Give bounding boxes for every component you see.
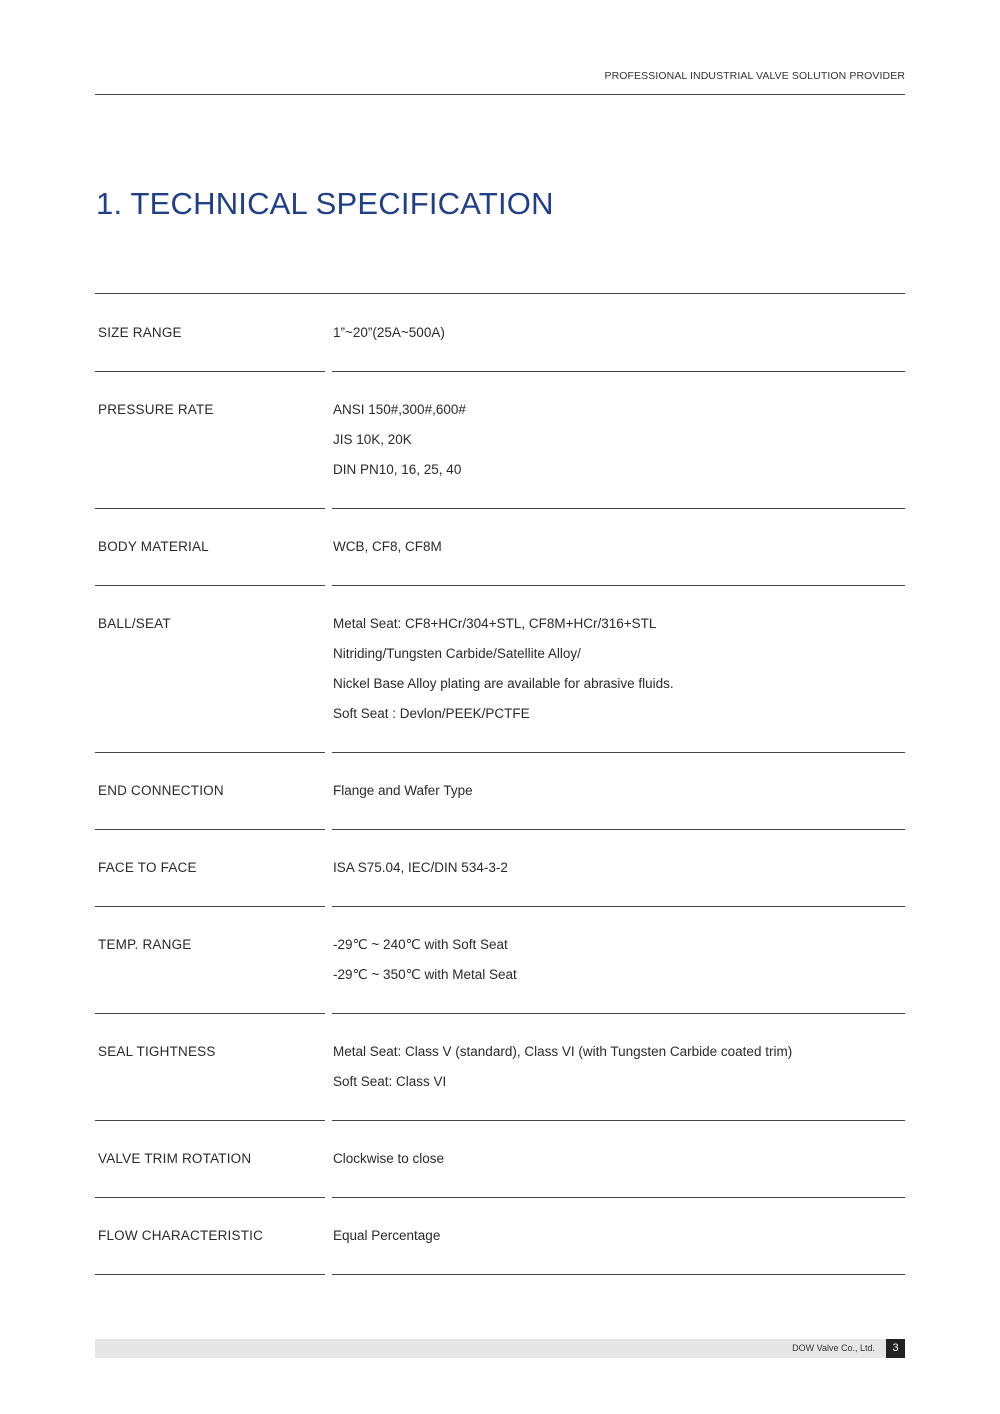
table-top-divider <box>95 293 905 294</box>
spec-values <box>333 1228 440 1258</box>
spec-row <box>95 907 905 1014</box>
spec-value-line: -29℃ ~ 240℃ with Soft Seat <box>333 937 508 952</box>
spec-value-line: Flange and Wafer Type <box>333 783 473 798</box>
spec-values <box>333 539 442 569</box>
row-divider-left <box>95 1274 325 1275</box>
spec-label: SIZE RANGE <box>98 325 182 340</box>
spec-values <box>333 1044 792 1104</box>
spec-value-line: 1”~20”(25A~500A) <box>333 325 445 340</box>
spec-label: TEMP. RANGE <box>98 937 192 952</box>
spec-value-line: JIS 10K, 20K <box>333 432 412 447</box>
spec-values <box>333 1151 444 1181</box>
spec-row <box>95 295 905 372</box>
spec-value-line: Clockwise to close <box>333 1151 445 1166</box>
footer-company: DOW Valve Co., Ltd. <box>792 1343 875 1353</box>
spec-label: END CONNECTION <box>98 783 224 798</box>
spec-value-line: Equal Percentage <box>333 1228 441 1243</box>
spec-row <box>95 586 905 753</box>
spec-values <box>333 616 674 736</box>
spec-values <box>333 402 466 492</box>
spec-value-line: Soft Seat : Devlon/PEEK/PCTFE <box>333 706 530 721</box>
spec-row <box>95 830 905 907</box>
spec-value-line: ANSI 150#,300#,600# <box>333 402 466 417</box>
spec-value-line: Soft Seat: Class VI <box>333 1074 447 1089</box>
spec-row <box>95 372 905 509</box>
spec-value-line: Nickel Base Alloy plating are available for abrasive fluids. <box>333 676 674 691</box>
spec-values <box>333 325 445 355</box>
spec-values <box>333 860 508 890</box>
spec-row <box>95 753 905 830</box>
spec-value-line: WCB, CF8, CF8M <box>333 539 442 554</box>
spec-value-line: -29℃ ~ 350℃ with Metal Seat <box>333 967 517 982</box>
spec-table <box>95 295 905 1275</box>
page-footer <box>95 1339 905 1358</box>
spec-value-line: ISA S75.04, IEC/DIN 534-3-2 <box>333 860 508 875</box>
page-number: 3 <box>886 1339 905 1358</box>
header-divider <box>95 94 905 95</box>
spec-label: PRESSURE RATE <box>98 402 214 417</box>
spec-row <box>95 509 905 586</box>
spec-label: BALL/SEAT <box>98 616 171 631</box>
page-title: 1. TECHNICAL SPECIFICATION <box>96 186 554 221</box>
spec-label: FLOW CHARACTERISTIC <box>98 1228 264 1243</box>
spec-label: VALVE TRIM ROTATION <box>98 1151 252 1166</box>
spec-label: SEAL TIGHTNESS <box>98 1044 216 1059</box>
spec-row <box>95 1198 905 1275</box>
spec-label: BODY MATERIAL <box>98 539 209 554</box>
spec-values <box>333 783 473 813</box>
spec-values <box>333 937 517 997</box>
spec-value-line: Nitriding/Tungsten Carbide/Satellite Alloy/ <box>333 646 581 661</box>
spec-row <box>95 1121 905 1198</box>
header-tagline: PROFESSIONAL INDUSTRIAL VALVE SOLUTION PROVIDER <box>604 70 905 82</box>
spec-value-line: Metal Seat: Class V (standard), Class VI (with Tungsten Carbide coated trim) <box>333 1044 793 1059</box>
spec-label: FACE TO FACE <box>98 860 197 875</box>
spec-value-line: DIN PN10, 16, 25, 40 <box>333 462 462 477</box>
spec-row <box>95 1014 905 1121</box>
row-divider-right <box>332 1274 905 1275</box>
spec-value-line: Metal Seat: CF8+HCr/304+STL, CF8M+HCr/316+STL <box>333 616 657 631</box>
